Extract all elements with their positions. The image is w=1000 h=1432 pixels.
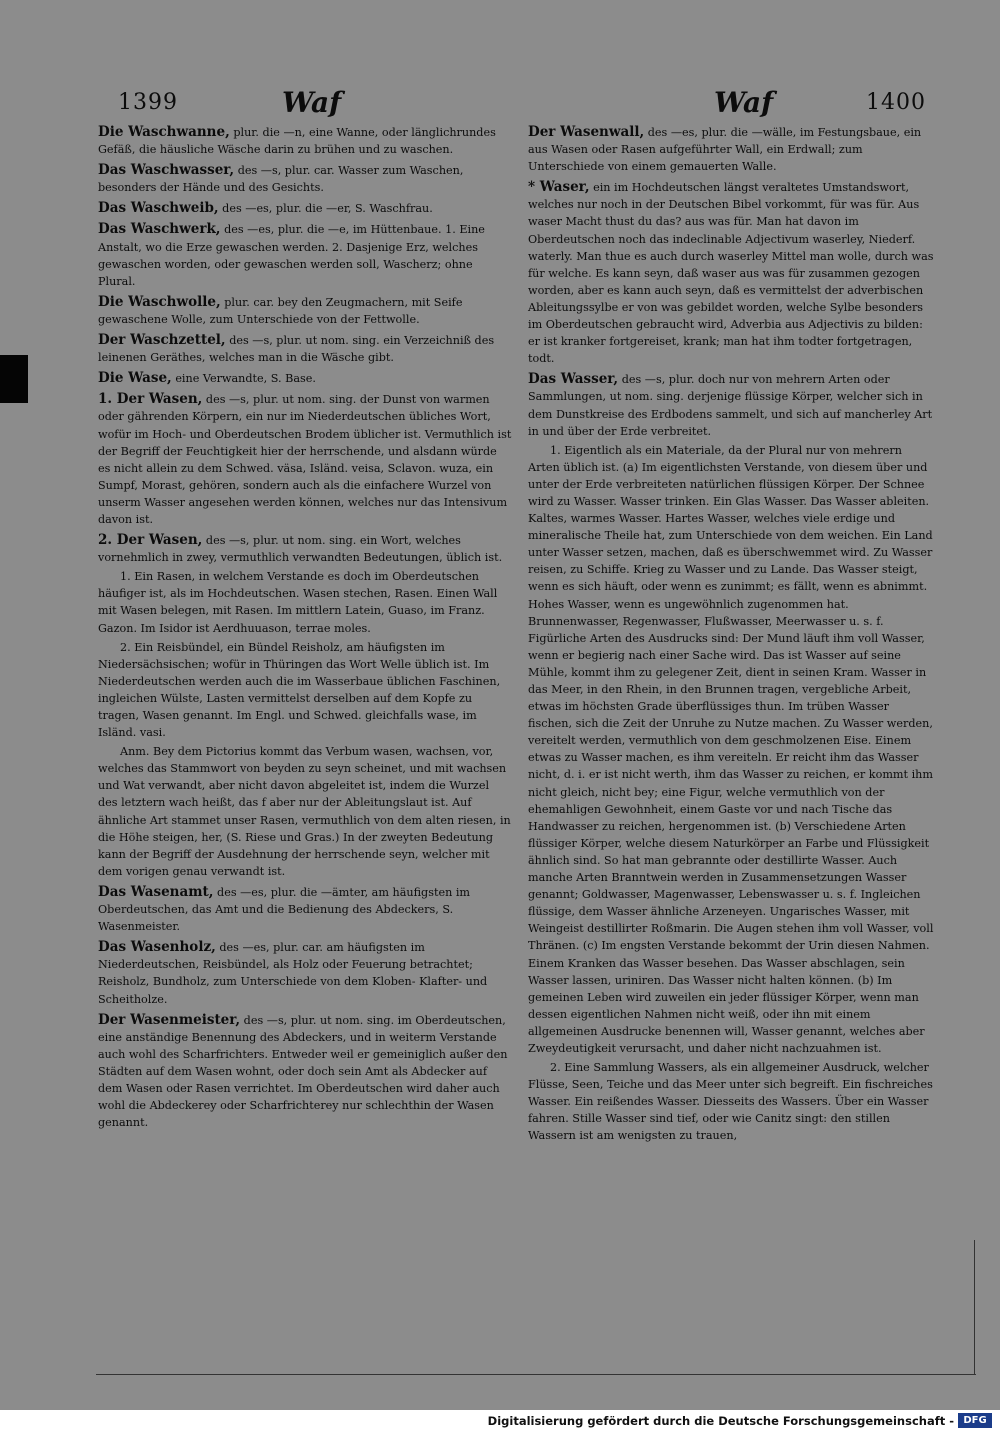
dictionary-entry [98,532,512,566]
dictionary-entry [98,391,512,528]
entry-headword: Das Wasser, [528,371,619,388]
entry-headword: 1. Der Wasen, [98,391,203,408]
entry-definition: eine Verwandte, S. Base. [175,372,316,386]
dictionary-entry [98,221,512,289]
dictionary-entry [98,162,512,196]
entry-subsection [528,1059,936,1144]
subsection-text: Anm. Bey dem Pictorius kommt das Verbum wasen, wachsen, vor, welches das Stammwort von beyden zu seyn scheinet, und mit wachsen und Wat verwandt, aber nicht davon abgeleitet ist, indem die Wurzel des letztern wach heißt, das f aber nur der Ableitungslaut ist. Auf ähnliche Art stammet unser Rasen, vermuthlich von dem alten riesen, in die Höhe steigen, her, (S. Riese und Gras.) In der zweyten Bedeutung kann der Begriff der Ausdehnung der herrschende seyn, welcher mit dem vorigen genau verwandt ist. [98,745,511,878]
dictionary-entry [98,124,512,158]
entry-definition: des —s, plur. ut nom. sing. der Dunst von warmen oder gährenden Körpern, ein nur im Niederdeutschen übliches Wort, wofür im Hoch- und Oberdeutschen Brodem üblicher ist. Vermuthlich ist der Begriff der Feuchtigkeit hier der herrschende, und alsdann würde es nicht allein zu dem Schwed. väsa, Isländ. veisa, Sclavon. wuza, ein Sumpf, Morast, gehören, sondern auch als die einfachere Wurzel von unserm Wasser angesehen werden können, welches nur das Intensivum davon ist. [98,393,512,526]
entry-definition: des —s, plur. ut nom. sing. ein Wort, welches vornehmlich in zwey, vermuthlich verwandten Bedeutungen, üblich ist. [98,534,503,565]
entry-subsection [98,568,512,636]
entry-headword: Das Waschweib, [98,200,219,217]
entry-definition: des —s, plur. ut nom. sing. ein Verzeichniß des leinenen Geräthes, welches man in die Wäsche gibt. [98,334,495,365]
entry-headword: Das Waschwerk, [98,221,221,238]
entry-definition: des —es, plur. die —e, im Hüttenbaue. 1. Eine Anstalt, wo die Erze gewaschen werden. 2. Dasjenige Erz, welches gewaschen worden, oder gewaschen werden soll, Wascherz; ohne Plural. [98,223,485,288]
dictionary-entry [98,294,512,328]
dictionary-entry [528,124,936,175]
entry-headword: Die Waschwanne, [98,124,230,140]
running-head-left: Waf [282,86,342,119]
subsection-text: 2. Eine Sammlung Wassers, als ein allgemeiner Ausdruck, welcher Flüsse, Seen, Teiche und das Meer unter sich begreift. Ein fischreiches Wasser. Ein reißendes Wasser. Diesseits des Wassers. Über ein Wasser fahren. Stille Wasser sind tief, oder wie Canitz singt: den stillen Wassern ist am wenigsten zu trauen, [528,1061,933,1143]
dictionary-entry [98,884,512,935]
entry-definition: des —es, plur. die —wälle, im Festungsbaue, ein aus Wasen oder Rasen aufgeführter Wall, ein Erdwall; zum Unterschiede von einem gemauerten Walle. [528,126,922,174]
entry-definition: plur. die —n, eine Wanne, oder länglichrundes Gefäß, die häusliche Wäsche darin zu brühen und zu waschen. [98,126,496,157]
dfg-logo: DFG [958,1413,992,1428]
page-number-left: 1399 [118,90,178,115]
entry-subsection [98,743,512,880]
entry-headword: Das Waschwasser, [98,162,235,179]
entry-definition: plur. car. bey den Zeugmachern, mit Seife gewaschene Wolle, zum Unterschiede von der Fettwolle. [98,295,463,326]
entry-headword: Die Waschwolle, [98,293,221,310]
entry-headword: Der Waschzettel, [98,332,226,349]
entry-definition: des —s, plur. doch nur von mehrern Arten oder Sammlungen, ut nom. sing. derjenige flüssige Körper, welcher sich in dem Dunstkreise des Erdbodens sammelt, und sich auf mancherley Art in und über der Erde verbreitet. [528,373,933,438]
page-edge-rule [974,1240,975,1374]
subsection-text: 1. Ein Rasen, in welchem Verstande es doch im Oberdeutschen häufiger ist, als im Hochdeutschen. Wasen stechen, Rasen. Einen Wall mit Wasen belegen, mit Rasen. Im mittlern Latein, Guaso, im Franz. Gazon. Im Isidor ist Aerdhuuason, terrae moles. [98,570,498,635]
entry-headword: * Waser, [528,179,590,196]
entry-headword: Das Wasenamt, [98,883,214,900]
entry-headword: 2. Der Wasen, [98,532,203,549]
entry-headword: Die Wase, [98,370,172,387]
subsection-text: 2. Ein Reisbündel, ein Bündel Reisholz, am häufigsten im Niedersächsischen; wofür in Thüringen das Wort Welle üblich ist. Im Niederdeutschen werden auch die im Wasserbaue üblichen Faschinen, ingleichen Wülste, Lasten vermittelst derselben auf dem Kopfe zu tragen, Wasen genannt. Im Engl. und Schwed. gleichfalls wase, im Isländ. vasi. [98,640,501,740]
dictionary-entry [98,200,512,217]
dictionary-entry [98,332,512,366]
subsection-text: 1. Eigentlich als ein Materiale, da der Plural nur von mehrern Arten üblich ist. (a) Im eigentlichsten Verstande, von diesem über und unter der Erde verbreiteten natürlichen flüssigen Körper. Der Schnee wird zu Wasser. Wasser trinken. Ein Glas Wasser. Das Wasser ableiten. Kaltes, warmes Wasser. Hartes Wasser, welches viele erdige und mineralische Theile hat, zum Unterschiede von dem weichen. Ein Land unter Wasser setzen, machen, daß es überschwemmet wird. Zu Wasser reisen, zu Schiffe. Krieg zu Wasser und zu Lande. Das Wasser steigt, wenn es sich häuft, oder wenn es zunimmt; es fällt, wenn es abnimmt. Hohes Wasser, wenn es ungewöhnlich zugenommen hat. Brunnenwasser, Regenwasser, Flußwasser, Meerwasser u. s. f. Figürliche Arten des Ausdrucks sind: Der Mund läuft ihm voll Wasser, wenn er begierig nach einer Sache wird. Das ist Wasser auf seine Mühle, kommt ihm zu gelegener Zeit, dient in seinen Kram. Wasser in das Meer, in den Rhein, in den Brunnen tragen, vergebliche Arbeit, etwas im höchsten Grade überflüssiges thun. Im trüben Wasser fischen, sich die Zeit der Unruhe zu Nutze machen. Zu Wasser werden, vereitelt werden, vermuthlich von dem geschmolzenen Eise. Einem etwas zu Wasser machen, es ihm vereiteln. Er reicht ihm das Wasser nicht, d. i. er ist nicht werth, ihm das Wasser zu reichen, er kommt ihm nicht gleich, nicht bey; eine Figur, welche vermuthlich von der ehemahligen Gewohnheit, einem Gaste vor und nach Tische das Handwasser zu reichen, hergenommen ist. (b) Verschiedene Arten flüssiger Körper, welche diesem Naturkörper an Farbe und Flüssigkeit ähnlich sind. So hat man gebrannte oder destillirte Wasser. Auch manche Arten Branntwein werden in Zusammensetzungen Wasser genannt; Goldwasser, Magenwasser, Lebenswasser u. s. f. Ingleichen flüssige, dem Wasser ähnliche Arzeneyen. Ungarisches Wasser, mit Weingeist destillirter Roßmarin. Die Augen stehen ihm voll Wasser, voll Thränen. (c) Im engsten Verstande bekommt der Urin diesen Nahmen. Einem Kranken das Wasser besehen. Das Wasser abschlagen, sein Wasser lassen, uriniren. Das Wasser nicht halten können. (b) Im gemeinen Leben wird zuweilen ein jeder flüssiger Körper, wenn man dessen eigentlichen Nahmen nicht weiß, oder ihn mit einem allgemeinen Ausdrucke benennen will, Wasser genannt, welches aber Zweydeutigkeit verursacht, und daher nicht nachzuahmen ist. [528,443,934,1055]
entry-definition: des —es, plur. die —er, S. Waschfrau. [222,202,433,216]
right-column [528,124,936,1145]
entry-headword: Das Wasenholz, [98,939,216,956]
dictionary-entry [98,939,512,1007]
entry-subsection [528,442,936,1057]
entry-definition: des —es, plur. car. am häufigsten im Niederdeutschen, Reisbündel, als Holz oder Feuerung betrachtet; Reisholz, Bundholz, zum Unterschiede von dem Kloben- Klafter- und Scheitholze. [98,941,488,1006]
entry-headword: Der Wasenwall, [528,124,645,140]
entry-definition: des —s, plur. car. Wasser zum Waschen, besonders der Hände und des Gesichts. [98,164,464,195]
entry-definition: des —s, plur. ut nom. sing. im Oberdeutschen, eine anständige Benennung des Abdeckers, und in weiterm Verstande auch wohl des Scharfrichters. Entweder weil er gemeiniglich außer den Städten auf dem Wasen wohnt, oder doch sein Amt als Abdecker auf dem Wasen oder Rasen verrichtet. Im Oberdeutschen wird daher auch wohl die Abdeckerey oder Scharfrichterey nur schlechthin der Wasen genannt. [98,1013,508,1130]
page-number-right: 1400 [866,90,926,115]
footer-bar [0,1410,1000,1432]
running-head-right: Waf [714,86,774,119]
dictionary-entry [528,179,936,367]
dictionary-entry [98,370,512,387]
dictionary-entry [98,1012,512,1132]
dictionary-entry [528,371,936,439]
funding-notice: Digitalisierung gefördert durch die Deutsche Forschungsgemeinschaft - [487,1414,954,1428]
entry-headword: Der Wasenmeister, [98,1011,241,1028]
entry-definition: des —es, plur. die —ämter, am häufigsten im Oberdeutschen, das Amt und die Bedienung des Abdeckers, S. Wasenmeister. [98,885,471,934]
scan-artifact [0,355,28,403]
entry-subsection [98,639,512,742]
page-bottom-rule [96,1374,976,1375]
left-column [98,124,512,1131]
entry-definition: ein im Hochdeutschen längst veraltetes Umstandswort, welches nur noch in der Deutschen Bibel vorkommt, für was für. Aus waser Macht thust du das? aus was für. Man hat davon im Oberdeutschen noch das indeclinable Adjectivum waserley, Niederf. waterly. Man thue es auch durch waserley Mittel man wolle, durch was für welche. Es kann seyn, daß waser aus was für zusammen gezogen worden, aber es kann auch seyn, daß es vermittelst der adverbischen Ableitungssylbe er von was gebildet worden, welche Sylbe besonders im Oberdeutschen gebraucht wird, Adverbia aus Adjectivis zu bilden: er ist kranker fortgereiset, krank; man hat ihm todter fortgetragen, todt. [528,181,934,366]
page-header [0,86,1000,126]
